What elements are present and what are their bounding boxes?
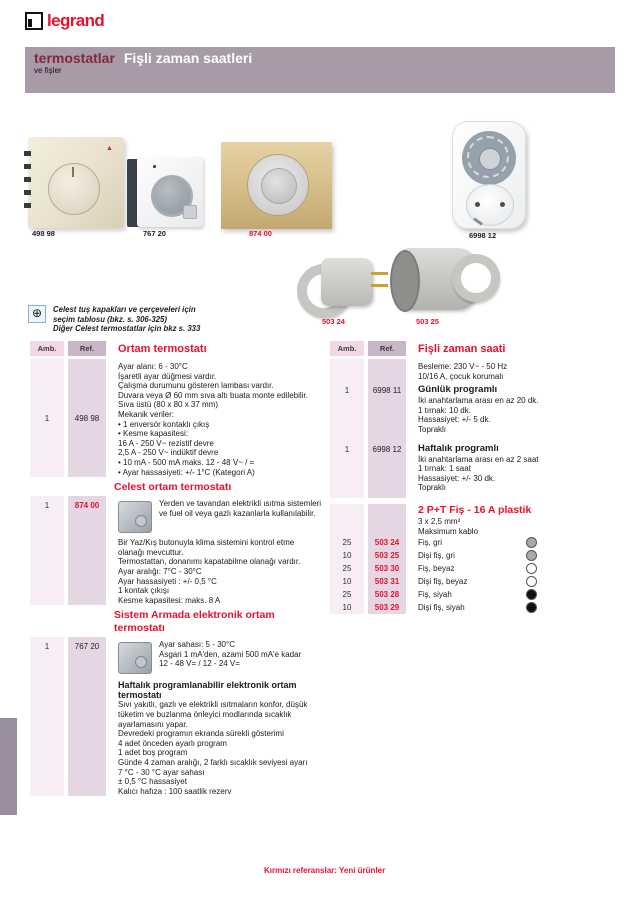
spec-line: 7 °C - 30 °C ayar sahası <box>118 767 205 777</box>
product-ref-label: 503 25 <box>416 317 439 326</box>
plug-row <box>330 562 620 575</box>
amb-cell: 1 <box>330 440 364 498</box>
amb-column-header: Amb. <box>30 341 64 356</box>
amb-cell: 25 <box>330 562 364 575</box>
legrand-logo <box>25 11 104 31</box>
celest-dial-ring <box>247 154 309 216</box>
spec-line: Günde 4 zaman aralığı, 2 farklı sıcaklık seviyesi ayarı <box>118 758 308 768</box>
spec-line: Ayar alanı: 6 - 30°C <box>118 362 188 371</box>
socket-pin <box>473 217 483 225</box>
spec-text <box>110 359 322 477</box>
ref-cell: 503 24 <box>368 536 406 549</box>
product-name: Günlük programlı <box>418 384 498 396</box>
spec-line: Kalıcı hafıza : 100 saatlik rezerv <box>118 786 232 796</box>
plug-label: Dişi fiş, beyaz <box>418 577 468 587</box>
celest-dial-knob <box>261 168 297 204</box>
table-header-row <box>30 341 322 356</box>
product-name: Haftalık programlı <box>418 442 499 454</box>
amb-cell: 1 <box>30 637 64 796</box>
celest-mechanism-thumbnail <box>118 501 152 533</box>
magnifier-plus-icon: ⊕ <box>28 305 46 323</box>
page-title-category: termostatlar <box>34 50 115 66</box>
spec-line: Topraklı <box>418 424 447 434</box>
spec-text <box>410 504 620 536</box>
spec-line: Termostattan, donanımı kapatabilme olanağı vardır. <box>118 557 301 567</box>
thermostat-mechanical-photo <box>28 137 124 228</box>
note-line: Celest tuş kapakları ve çerçeveleri için <box>53 305 196 314</box>
spec-line: 16 A - 250 V~ rezistif devre <box>118 438 214 448</box>
plug-label: Dişi fiş, gri <box>418 551 455 561</box>
spec-text <box>110 637 322 796</box>
color-dot <box>526 576 537 587</box>
spec-text <box>410 381 620 439</box>
ref-cell: 503 28 <box>368 588 406 601</box>
ref-cell: 503 30 <box>368 562 406 575</box>
plug-label: Fiş, gri <box>418 538 442 548</box>
timer-plug-table <box>330 341 620 614</box>
spec-line: Sıva üstü (80 x 80 x 37 mm) <box>118 400 219 410</box>
ref-cell <box>368 504 406 536</box>
ref-cell: 6998 12 <box>368 440 406 498</box>
ref-column-header: Ref. <box>368 341 406 356</box>
spec-line: Çalışma durumunu gösteren lambası vardır. <box>118 381 274 391</box>
spec-line: İki anahtarlama arası en az 20 dk. <box>418 396 539 406</box>
section-title: 2 P+T Fiş - 16 A plastik <box>418 503 532 516</box>
thermostat-celest-photo <box>221 142 332 229</box>
plug-photo <box>297 252 395 314</box>
spec-line: Yerden ve tavandan elektrikli ısıtma sistemleri ve fuel oil veya gazlı kazanlarla kullanılabilir. <box>159 499 321 518</box>
color-dot <box>526 589 537 600</box>
plug-pin <box>371 272 388 275</box>
timer-socket <box>466 184 514 226</box>
amb-cell: 10 <box>330 575 364 588</box>
ref-cell: 498 98 <box>68 359 106 477</box>
page-title <box>34 50 606 66</box>
armada-thermostat-thumbnail <box>118 642 152 674</box>
thermostat-module-photo <box>127 157 205 231</box>
amb-cell <box>330 359 364 381</box>
spec-line: Hassasiyet: +/- 30 dk. <box>418 473 496 483</box>
plug-row <box>330 575 620 588</box>
spec-line: İşaretli ayar düğmesi vardır. <box>118 371 217 381</box>
amb-cell: 1 <box>330 381 364 439</box>
spec-line: Hassasiyet: +/- 5 dk. <box>418 415 491 425</box>
module-led <box>153 165 156 168</box>
footer-note: Kırmızı referanslar: Yeni ürünler <box>264 866 386 875</box>
spec-line: 1 adet boş program <box>118 748 188 758</box>
spec-line: Maksimum kablo <box>418 526 479 536</box>
plug-label: Fiş, beyaz <box>418 564 455 574</box>
spec-text <box>410 440 620 498</box>
note-line: seçim tablosu (bkz. s. 306-325) <box>53 314 167 324</box>
product-ref-label: 498 98 <box>32 229 55 238</box>
thermostat-vents <box>24 151 31 213</box>
page-title-section: Fişli zaman saatleri <box>123 50 253 66</box>
spec-text <box>110 496 322 605</box>
table-row <box>330 359 620 381</box>
section-title: Sistem Armada elektronik ortam termostatı <box>114 609 275 635</box>
spec-line: • Ayar hassasiyeti: +/- 1°C (Kategori A) <box>118 467 255 477</box>
table-row <box>330 381 620 439</box>
spec-line: 1 tırnak: 10 dk. <box>418 405 471 415</box>
spec-line: 1 kontak çıkışı <box>118 586 170 596</box>
timer-dial <box>462 131 516 185</box>
spec-line: 2,5 A - 250 V~ indüktif devre <box>118 448 219 458</box>
page-header <box>25 47 615 93</box>
ref-cell: 874 00 <box>68 496 106 605</box>
spec-line: Ayar hassasiyeti : +/- 0,5 °C <box>118 576 217 586</box>
product-ref-label: 874 00 <box>249 229 272 238</box>
plug-row <box>330 601 620 614</box>
plug-row <box>330 588 620 601</box>
amb-cell <box>330 504 364 536</box>
spec-line: Duvara veya Ø 60 mm sıva altı buata monte edilebilir. <box>118 390 308 400</box>
amb-cell: 1 <box>30 359 64 477</box>
spec-line: • 10 mA - 500 mA maks. 12 - 48 V~ / = <box>118 457 255 467</box>
spec-line: 12 - 48 V= / 12 - 24 V= <box>159 659 240 669</box>
plug-body <box>321 258 373 306</box>
ref-cell: 503 31 <box>368 575 406 588</box>
product-ref-label: 503 24 <box>322 317 345 326</box>
table-row <box>30 359 322 477</box>
spec-line: 1 tırnak: 1 saat <box>418 464 471 474</box>
thermostat-table <box>30 341 322 796</box>
table-row <box>30 637 322 796</box>
page-edge-tab <box>0 718 17 815</box>
spec-line: Kesme kapasitesi: maks. 8 A <box>118 595 221 605</box>
note-line: Diğer Celest termostatlar için bkz s. 333 <box>53 324 201 334</box>
spec-line: 3 x 2,5 mm² <box>418 516 461 526</box>
ref-cell: 767 20 <box>68 637 106 796</box>
amb-cell: 25 <box>330 588 364 601</box>
spec-line: Topraklı <box>418 483 447 493</box>
product-ref-label: 767 20 <box>143 229 166 238</box>
spec-line: İki anahtarlama arası en az 2 saat <box>418 454 539 464</box>
plug-label: Dişi fiş, siyah <box>418 603 465 613</box>
plug-row <box>330 536 620 549</box>
plugin-timer-photo <box>452 121 526 229</box>
module-button <box>183 205 197 219</box>
amb-cell: 1 <box>30 496 64 605</box>
plug-label: Fiş, siyah <box>418 590 452 600</box>
spec-line: Asgari 1 mA'den, azami 500 mA'e kadar <box>159 649 302 659</box>
table-row <box>330 504 620 536</box>
thermostat-dial <box>48 163 100 215</box>
spec-line: ± 0,5 °C hassasiyet <box>118 777 187 787</box>
color-dot <box>526 537 537 548</box>
spec-line: Haftalık programlanabilir elektronik ortam termostatı <box>118 680 297 700</box>
section-title: Celest ortam termostatı <box>114 481 232 494</box>
plug-pin <box>371 284 388 287</box>
product-ref-label: 6998 12 <box>469 231 497 240</box>
spec-line: Mekanik veriler: <box>118 409 175 419</box>
spec-line: Sıvı yakıtlı, gazlı ve elektrikli ısıtmaların konfor, düşük tüketim ve buzlanma önleyici modlarında sıcaklık ayarlamasını yapar. <box>118 700 308 729</box>
color-dot <box>526 602 537 613</box>
legrand-logo-text: legrand <box>47 11 105 30</box>
spec-line: 10/16 A, çocuk korumalı <box>418 371 504 381</box>
spec-line: Bir Yaz/Kış butonuyla klima sistemini kontrol etme olanağı mevcuttur. <box>118 538 295 557</box>
table-row <box>330 440 620 498</box>
section-title: Ortam termostatı <box>118 342 207 355</box>
table-header-row <box>330 341 620 356</box>
plug-row <box>330 549 620 562</box>
socket-hole <box>475 202 480 207</box>
spec-line: 4 adet önceden ayarlı program <box>118 738 227 748</box>
amb-cell: 25 <box>330 536 364 549</box>
amb-cell: 10 <box>330 601 364 614</box>
socket-connector-photo <box>388 246 500 316</box>
ref-cell: 6998 11 <box>368 381 406 439</box>
info-note <box>28 305 200 334</box>
legrand-logo-icon <box>25 12 43 30</box>
ref-column-header: Ref. <box>68 341 106 356</box>
amb-cell: 10 <box>330 549 364 562</box>
timer-dial-core <box>479 148 501 170</box>
color-dot <box>526 563 537 574</box>
spec-line: Ayar sahası: 5 - 30°C <box>159 640 235 650</box>
socket-connector-opening <box>390 250 420 312</box>
module-front <box>137 157 203 227</box>
spec-line: Devredeki programın ekranda sürekli gösterimi <box>118 729 284 739</box>
page-subtitle: ve fişler <box>34 66 62 75</box>
spec-line: • Kesme kapasitesi: <box>118 429 188 439</box>
info-note-text <box>53 305 200 334</box>
ref-cell: 503 25 <box>368 549 406 562</box>
spec-line: • 1 enversör kontaklı çıkış <box>118 419 210 429</box>
spec-line: Besleme: 230 V~ - 50 Hz <box>418 362 508 371</box>
spec-text <box>410 359 620 381</box>
thermostat-indicator-icon <box>106 145 114 155</box>
amb-column-header: Amb. <box>330 341 364 356</box>
ref-cell: 503 29 <box>368 601 406 614</box>
ref-cell <box>368 359 406 381</box>
spec-line: Ayar aralığı: 7°C - 30°C <box>118 566 202 576</box>
color-dot <box>526 550 537 561</box>
socket-hole <box>500 202 505 207</box>
section-title: Fişli zaman saati <box>418 342 506 355</box>
table-row <box>30 496 322 605</box>
